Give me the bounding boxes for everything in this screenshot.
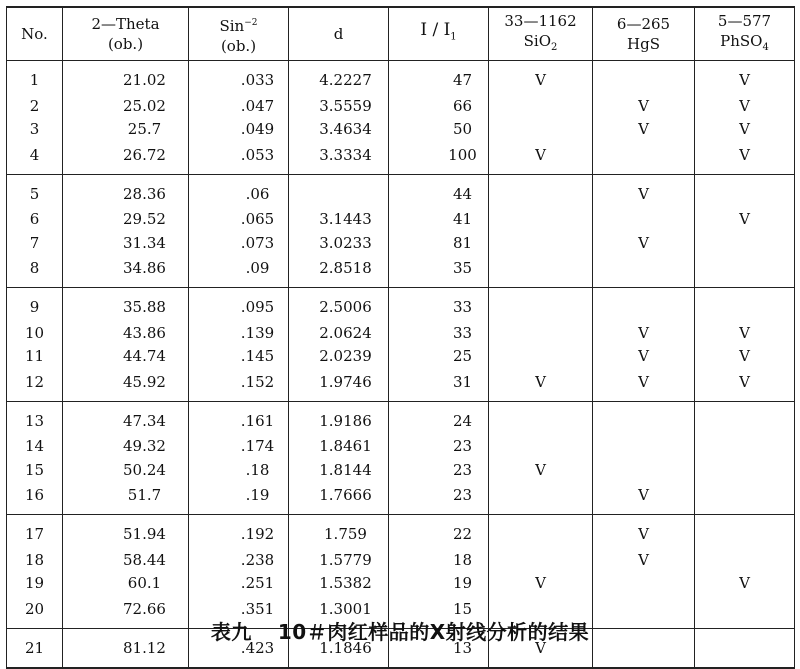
cell-sin: .033	[189, 61, 289, 95]
cell-sin: .065	[189, 208, 289, 231]
cell-no: 4	[7, 141, 63, 175]
table-row	[7, 368, 795, 402]
cell-intensity: 18	[389, 548, 489, 571]
cell-d	[289, 174, 389, 208]
cell-two-theta: 25.7	[63, 117, 189, 140]
cell-hgs-match	[593, 254, 695, 288]
cell-hgs-match: V	[593, 481, 695, 515]
cell-two-theta: 21.02	[63, 61, 189, 95]
header-no: No.	[7, 7, 63, 61]
header-phso4: 5—577 PhSO$_4$	[695, 7, 795, 61]
cell-intensity: 13	[389, 628, 489, 668]
cell-sin: .351	[189, 595, 289, 629]
cell-sin: .139	[189, 321, 289, 344]
cell-two-theta: 31.34	[63, 231, 189, 254]
cell-sio2-match	[489, 548, 593, 571]
cell-phso4-match: V	[695, 321, 795, 344]
header-hgs: 6—265 HgS	[593, 7, 695, 61]
cell-two-theta: 25.02	[63, 94, 189, 117]
cell-phso4-match	[695, 401, 795, 435]
cell-sio2-match: V	[489, 61, 593, 95]
cell-sio2-match: V	[489, 628, 593, 668]
cell-no: 18	[7, 548, 63, 571]
cell-hgs-match	[593, 61, 695, 95]
cell-intensity: 23	[389, 458, 489, 481]
cell-phso4-match	[695, 548, 795, 571]
table-row	[7, 94, 795, 117]
cell-no: 17	[7, 515, 63, 549]
cell-phso4-match: V	[695, 572, 795, 595]
header-sio2: 33—1162 SiO$_2$	[489, 7, 593, 61]
table-row	[7, 288, 795, 322]
header-sin: Sin$^{-2}$ (ob.)	[189, 7, 289, 61]
table-row	[7, 231, 795, 254]
cell-phso4-match: V	[695, 94, 795, 117]
cell-sin: .18	[189, 458, 289, 481]
cell-no: 9	[7, 288, 63, 322]
cell-no: 21	[7, 628, 63, 668]
cell-sin: .049	[189, 117, 289, 140]
cell-sio2-match	[489, 344, 593, 367]
cell-sin: .192	[189, 515, 289, 549]
cell-phso4-match: V	[695, 344, 795, 367]
cell-intensity: 22	[389, 515, 489, 549]
cell-two-theta: 26.72	[63, 141, 189, 175]
cell-sin: .095	[189, 288, 289, 322]
cell-hgs-match: V	[593, 94, 695, 117]
table-row	[7, 481, 795, 515]
cell-hgs-match: V	[593, 174, 695, 208]
cell-sio2-match	[489, 208, 593, 231]
cell-no: 7	[7, 231, 63, 254]
cell-phso4-match	[695, 288, 795, 322]
cell-two-theta: 51.94	[63, 515, 189, 549]
cell-no: 19	[7, 572, 63, 595]
cell-d: 2.8518	[289, 254, 389, 288]
table-row	[7, 572, 795, 595]
cell-d: 1.8144	[289, 458, 389, 481]
cell-intensity: 15	[389, 595, 489, 629]
cell-intensity: 24	[389, 401, 489, 435]
cell-phso4-match	[695, 458, 795, 481]
cell-phso4-match	[695, 174, 795, 208]
cell-hgs-match	[593, 288, 695, 322]
cell-d: 1.8461	[289, 435, 389, 458]
cell-sin: .161	[189, 401, 289, 435]
header-two-theta: 2—Theta (ob.)	[63, 7, 189, 61]
cell-two-theta: 44.74	[63, 344, 189, 367]
cell-sin: .145	[189, 344, 289, 367]
cell-d: 1.9186	[289, 401, 389, 435]
table-body	[7, 61, 795, 668]
cell-sin: .19	[189, 481, 289, 515]
cell-two-theta: 47.34	[63, 401, 189, 435]
cell-phso4-match	[695, 435, 795, 458]
table-caption	[0, 616, 800, 645]
cell-no: 13	[7, 401, 63, 435]
table-row	[7, 141, 795, 175]
cell-sin: .06	[189, 174, 289, 208]
cell-intensity: 66	[389, 94, 489, 117]
cell-hgs-match: V	[593, 344, 695, 367]
header-d: d	[289, 7, 389, 61]
cell-d: 1.9746	[289, 368, 389, 402]
cell-hgs-match	[593, 208, 695, 231]
cell-intensity: 81	[389, 231, 489, 254]
cell-intensity: 35	[389, 254, 489, 288]
cell-sin: .09	[189, 254, 289, 288]
cell-two-theta: 35.88	[63, 288, 189, 322]
cell-phso4-match	[695, 515, 795, 549]
cell-d: 2.0624	[289, 321, 389, 344]
cell-d: 1.1846	[289, 628, 389, 668]
cell-intensity: 23	[389, 435, 489, 458]
cell-intensity: 33	[389, 288, 489, 322]
cell-sio2-match	[489, 515, 593, 549]
cell-phso4-match	[695, 254, 795, 288]
cell-d: 1.3001	[289, 595, 389, 629]
cell-no: 3	[7, 117, 63, 140]
cell-sio2-match	[489, 174, 593, 208]
cell-hgs-match	[593, 401, 695, 435]
cell-d: 1.759	[289, 515, 389, 549]
cell-two-theta: 49.32	[63, 435, 189, 458]
cell-sio2-match	[489, 94, 593, 117]
cell-intensity: 31	[389, 368, 489, 402]
cell-sin: .251	[189, 572, 289, 595]
cell-sio2-match	[489, 435, 593, 458]
cell-two-theta: 29.52	[63, 208, 189, 231]
cell-phso4-match: V	[695, 117, 795, 140]
cell-intensity: 50	[389, 117, 489, 140]
cell-d: 3.0233	[289, 231, 389, 254]
table-row	[7, 515, 795, 549]
cell-d: 1.5382	[289, 572, 389, 595]
header-intensity: I / $I_1$	[389, 7, 489, 61]
cell-sio2-match	[489, 117, 593, 140]
table-row	[7, 174, 795, 208]
cell-intensity: 23	[389, 481, 489, 515]
cell-phso4-match: V	[695, 368, 795, 402]
table-row	[7, 401, 795, 435]
cell-sin: .238	[189, 548, 289, 571]
cell-sin: .152	[189, 368, 289, 402]
cell-two-theta: 28.36	[63, 174, 189, 208]
cell-two-theta: 51.7	[63, 481, 189, 515]
cell-d: 1.7666	[289, 481, 389, 515]
cell-phso4-match	[695, 481, 795, 515]
cell-hgs-match	[593, 141, 695, 175]
table-row	[7, 321, 795, 344]
cell-hgs-match	[593, 458, 695, 481]
cell-hgs-match: V	[593, 117, 695, 140]
cell-d: 3.1443	[289, 208, 389, 231]
cell-two-theta: 43.86	[63, 321, 189, 344]
table-row	[7, 61, 795, 95]
cell-intensity: 47	[389, 61, 489, 95]
cell-sio2-match	[489, 321, 593, 344]
cell-hgs-match: V	[593, 368, 695, 402]
cell-no: 6	[7, 208, 63, 231]
table-row	[7, 458, 795, 481]
cell-phso4-match: V	[695, 141, 795, 175]
cell-sio2-match	[489, 481, 593, 515]
cell-sio2-match: V	[489, 141, 593, 175]
cell-two-theta: 72.66	[63, 595, 189, 629]
cell-no: 10	[7, 321, 63, 344]
cell-sio2-match	[489, 231, 593, 254]
cell-intensity: 100	[389, 141, 489, 175]
table-row	[7, 344, 795, 367]
cell-two-theta: 34.86	[63, 254, 189, 288]
cell-sio2-match: V	[489, 368, 593, 402]
cell-hgs-match	[593, 435, 695, 458]
table-row	[7, 254, 795, 288]
cell-no: 8	[7, 254, 63, 288]
cell-hgs-match	[593, 572, 695, 595]
cell-phso4-match: V	[695, 208, 795, 231]
cell-hgs-match: V	[593, 548, 695, 571]
cell-sio2-match: V	[489, 458, 593, 481]
cell-d: 3.5559	[289, 94, 389, 117]
cell-hgs-match: V	[593, 515, 695, 549]
xrd-results-table	[6, 6, 795, 669]
cell-d: 3.4634	[289, 117, 389, 140]
cell-two-theta: 50.24	[63, 458, 189, 481]
cell-no: 20	[7, 595, 63, 629]
cell-intensity: 25	[389, 344, 489, 367]
cell-sin: .073	[189, 231, 289, 254]
cell-intensity: 44	[389, 174, 489, 208]
table-header-row	[7, 7, 795, 61]
cell-two-theta: 81.12	[63, 628, 189, 668]
table-row	[7, 117, 795, 140]
cell-no: 16	[7, 481, 63, 515]
cell-sin: .053	[189, 141, 289, 175]
cell-d: 1.5779	[289, 548, 389, 571]
table-row	[7, 435, 795, 458]
cell-d: 3.3334	[289, 141, 389, 175]
cell-sio2-match	[489, 288, 593, 322]
cell-no: 11	[7, 344, 63, 367]
cell-no: 15	[7, 458, 63, 481]
cell-d: 4.2227	[289, 61, 389, 95]
cell-sin: .174	[189, 435, 289, 458]
cell-sio2-match	[489, 254, 593, 288]
cell-no: 2	[7, 94, 63, 117]
cell-no: 14	[7, 435, 63, 458]
cell-phso4-match	[695, 231, 795, 254]
table-row	[7, 208, 795, 231]
cell-d: 2.0239	[289, 344, 389, 367]
caption-label: 表九	[210, 620, 252, 644]
cell-intensity: 41	[389, 208, 489, 231]
cell-no: 12	[7, 368, 63, 402]
cell-two-theta: 58.44	[63, 548, 189, 571]
cell-hgs-match: V	[593, 231, 695, 254]
cell-no: 5	[7, 174, 63, 208]
cell-sin: .047	[189, 94, 289, 117]
cell-phso4-match: V	[695, 61, 795, 95]
cell-two-theta: 45.92	[63, 368, 189, 402]
cell-intensity: 19	[389, 572, 489, 595]
cell-intensity: 33	[389, 321, 489, 344]
cell-sio2-match: V	[489, 572, 593, 595]
caption-text: 10＃肉红样品的X射线分析的结果	[277, 620, 590, 644]
cell-sin: .423	[189, 628, 289, 668]
table-row	[7, 548, 795, 571]
cell-sio2-match	[489, 401, 593, 435]
cell-two-theta: 60.1	[63, 572, 189, 595]
cell-hgs-match: V	[593, 321, 695, 344]
cell-no: 1	[7, 61, 63, 95]
cell-d: 2.5006	[289, 288, 389, 322]
